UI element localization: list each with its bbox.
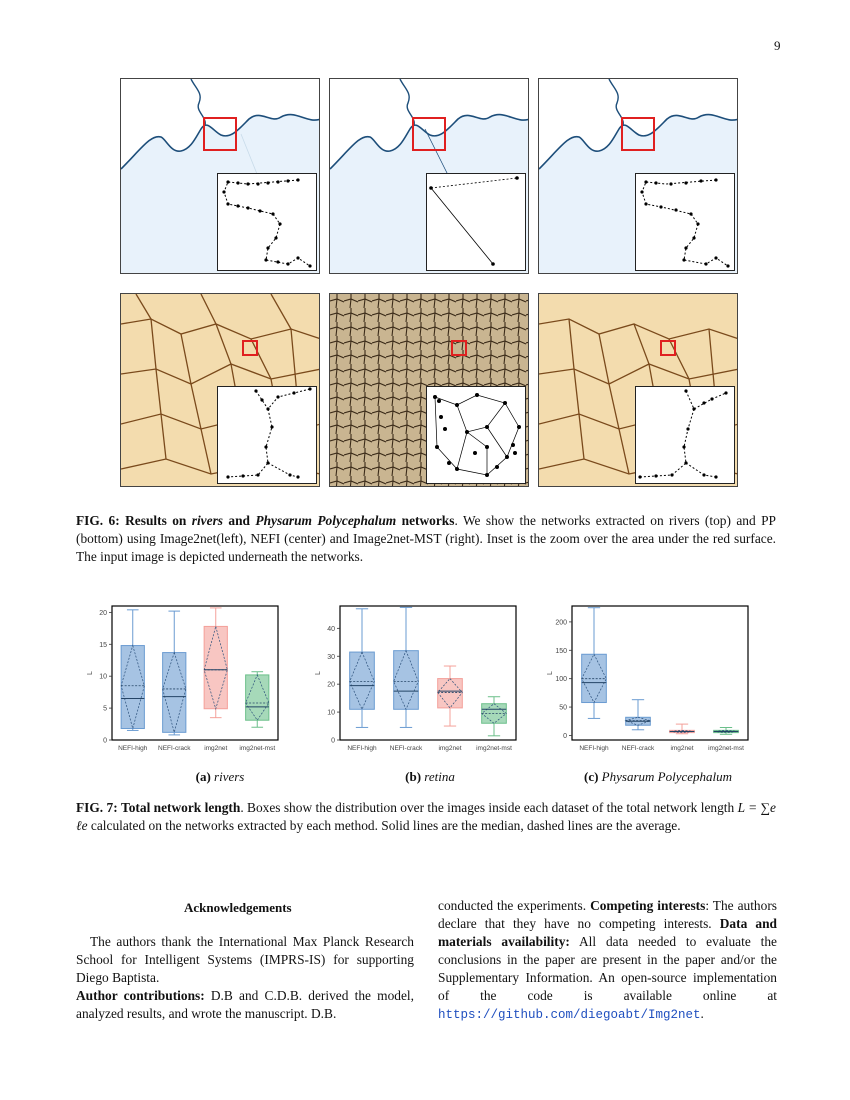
y-tick-label: 5 bbox=[103, 705, 107, 713]
contrib-label: Author contributions: bbox=[76, 988, 205, 1003]
ack-paragraph: The authors thank the International Max Planck Research School for Intelligent Systems (IMPRS-IS) for supporting Diego Baptista. bbox=[76, 934, 414, 985]
inset-network bbox=[217, 386, 317, 484]
subcaption-a bbox=[120, 769, 320, 785]
rivers-nefi-panel bbox=[329, 78, 529, 274]
y-tick-label: 150 bbox=[555, 647, 567, 655]
fig6-caption bbox=[76, 512, 776, 566]
subcaption-a-tag: (a) bbox=[195, 769, 211, 784]
y-axis-label: L bbox=[315, 671, 322, 675]
y-tick-label: 10 bbox=[99, 673, 107, 681]
repo-link[interactable]: https://github.com/diegoabt/Img2net bbox=[438, 1008, 701, 1022]
pp-nefi-panel bbox=[329, 293, 529, 487]
x-tick-label: img2net bbox=[204, 745, 228, 752]
subcaption-b-tag: (b) bbox=[405, 769, 422, 784]
y-tick-label: 100 bbox=[555, 676, 567, 684]
boxplot-physarum bbox=[544, 600, 754, 760]
fig6-title-em1: rivers bbox=[191, 513, 223, 528]
right-cont: conducted the experiments. bbox=[438, 898, 587, 913]
x-tick-label: NEFI-crack bbox=[158, 745, 191, 752]
x-tick-label: NEFI-crack bbox=[621, 745, 655, 752]
box-iqr bbox=[163, 653, 186, 733]
x-tick-label: img2net-mst bbox=[239, 745, 276, 752]
y-tick-label: 10 bbox=[327, 709, 335, 717]
subcaption-c bbox=[548, 769, 768, 785]
fig6-title-mid: and bbox=[228, 513, 250, 528]
fig7-body-post: calculated on the networks extracted by each method. Solid lines are the median, dashed lines are the average. bbox=[90, 818, 681, 833]
y-tick-label: 20 bbox=[99, 609, 107, 617]
y-tick-label: 0 bbox=[103, 737, 107, 745]
box-iqr bbox=[121, 646, 144, 729]
y-tick-label: 40 bbox=[327, 625, 335, 633]
y-tick-label: 0 bbox=[563, 732, 567, 740]
ack-heading: Acknowledgements bbox=[184, 900, 292, 915]
competing-label: Competing interests bbox=[590, 898, 706, 913]
inset-network bbox=[635, 173, 735, 271]
subcaption-a-name: rivers bbox=[214, 769, 245, 784]
box-iqr bbox=[394, 651, 419, 710]
pp-image2net-mst-panel bbox=[538, 293, 738, 487]
y-tick-label: 20 bbox=[327, 681, 335, 689]
pp-image2net-panel bbox=[120, 293, 320, 487]
fig6-body: . We show the networks extracted on rivers (top) and PP (bottom) using Image2net(left), NEFI (center) and Image2net-MST (right). Inset is the zoom over the area under the red surface. The input image is depicted underneath the networks. bbox=[76, 513, 776, 564]
inset-network bbox=[426, 386, 526, 484]
url-end: . bbox=[700, 1006, 704, 1021]
y-tick-label: 0 bbox=[331, 737, 335, 745]
subcaption-c-name: Physarum Polycephalum bbox=[601, 769, 733, 784]
subcaption-b-name: retina bbox=[424, 769, 455, 784]
y-tick-label: 50 bbox=[559, 704, 567, 712]
fig7-body-pre: . Boxes show the distribution over the images inside each dataset of the total network length bbox=[240, 800, 735, 815]
subcaption-b bbox=[330, 769, 530, 785]
contrib-text: D.B and C.D.B. derived the model, analyzed results, and wrote the manuscript. D.B. bbox=[76, 988, 414, 1021]
box-iqr bbox=[350, 652, 375, 709]
boxplot-retina bbox=[312, 600, 522, 760]
fig6-title-pre: Results on bbox=[125, 513, 187, 528]
rivers-image2net-panel bbox=[120, 78, 320, 274]
ack-left-column bbox=[76, 933, 414, 1023]
data-text: All data needed to evaluate the conclusions in the paper are present in the paper and/or the Supplementary Information. An open-source implementation of the code is available online at bbox=[438, 934, 777, 1003]
competing-text: : The authors declare that they have no competing interests. bbox=[438, 898, 777, 931]
fig6-title-post: networks bbox=[401, 513, 455, 528]
data-label: Data and materials availability: bbox=[438, 916, 777, 949]
box-iqr bbox=[438, 679, 463, 708]
fig7-caption bbox=[76, 799, 776, 835]
boxplot-rivers bbox=[84, 600, 284, 760]
inset-network bbox=[217, 173, 317, 271]
page-number: 9 bbox=[774, 38, 781, 53]
y-tick-label: 15 bbox=[99, 641, 107, 649]
x-tick-label: NEFI-crack bbox=[389, 745, 423, 752]
fig6-label: FIG. 6: bbox=[76, 513, 120, 528]
subcaption-c-tag: (c) bbox=[583, 769, 599, 784]
y-tick-label: 200 bbox=[555, 619, 567, 627]
y-axis-label: L bbox=[87, 671, 94, 675]
box-img2net-mst bbox=[246, 672, 269, 728]
ack-right-column bbox=[438, 897, 777, 1024]
y-tick-label: 30 bbox=[327, 653, 335, 661]
x-tick-label: NEFI-high bbox=[118, 745, 148, 752]
box-iqr bbox=[204, 626, 227, 708]
x-tick-label: NEFI-high bbox=[347, 745, 377, 752]
fig7-title: Total network length bbox=[121, 800, 241, 815]
fig6-title-em2: Physarum Polycephalum bbox=[255, 513, 397, 528]
x-tick-label: img2net bbox=[438, 745, 462, 752]
inset-network bbox=[635, 386, 735, 484]
x-tick-label: img2net-mst bbox=[476, 745, 512, 752]
x-tick-label: img2net bbox=[670, 745, 694, 752]
y-axis-label: L bbox=[547, 671, 554, 675]
x-tick-label: img2net-mst bbox=[708, 745, 744, 752]
fig7-formula: L = ∑e ℓe bbox=[76, 800, 776, 833]
contrib-paragraph bbox=[76, 987, 414, 1023]
fig7-label: FIG. 7: bbox=[76, 800, 118, 815]
box-iqr bbox=[246, 675, 269, 720]
x-tick-label: NEFI-high bbox=[579, 745, 609, 752]
inset-network bbox=[426, 173, 526, 271]
rivers-image2net-mst-panel bbox=[538, 78, 738, 274]
